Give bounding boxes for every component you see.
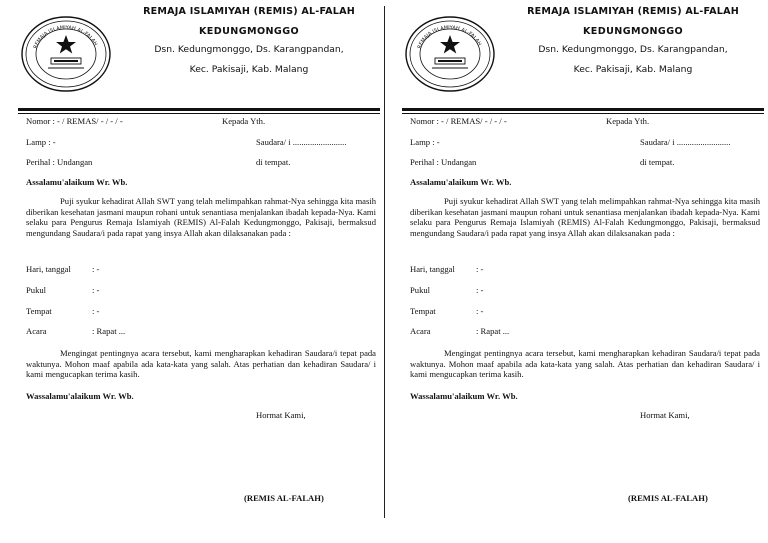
org-name: REMAJA ISLAMIYAH (REMIS) AL-FALAH (143, 6, 355, 17)
salam-closing: Wassalamu'alaikum Wr. Wb. (26, 391, 134, 401)
address-line-2: Kec. Pakisaji, Kab. Malang (573, 64, 693, 75)
svg-text:REMAJA ISLAMIYAH AL-FALAH: REMAJA ISLAMIYAH AL-FALAH (416, 24, 483, 50)
village-name: KEDUNGMONGGO (582, 26, 684, 37)
paragraph-2: Mengingat pentingnya acara tersebut, kami mengharapkan kehadiran Saudara/i tepat pada waktunya. Mohon maaf apabila ada kata-kata yang salah. Atas perhatian dan kehadiran Saudara/ i kami mengucapkan terima kasih. (26, 348, 376, 380)
address-line-1: Dsn. Kedungmonggo, Ds. Karangpandan, (538, 44, 728, 55)
header-rule-thin (18, 113, 380, 114)
header-rule-thin (402, 113, 764, 114)
detail-value: : - (476, 285, 484, 295)
village-name: KEDUNGMONGGO (198, 26, 300, 37)
hormat-kami: Hormat Kami, (256, 410, 306, 420)
salam-opening: Assalamu'alaikum Wr. Wb. (410, 177, 512, 187)
detail-value: : Rapat ... (476, 326, 510, 336)
detail-value: : - (476, 264, 484, 274)
salam-closing: Wassalamu'alaikum Wr. Wb. (410, 391, 518, 401)
address-line-1: Dsn. Kedungmonggo, Ds. Karangpandan, (154, 44, 344, 55)
header-rule-thick (402, 108, 764, 111)
address-line-2: Kec. Pakisaji, Kab. Malang (189, 64, 309, 75)
detail-value: : - (92, 285, 100, 295)
detail-label: Pukul (410, 285, 431, 295)
detail-value: : Rapat ... (92, 326, 126, 336)
detail-label: Tempat (26, 306, 52, 316)
detail-label: Pukul (26, 285, 47, 295)
saudara: Saudara/ i ......................... (256, 137, 347, 147)
detail-label: Acara (26, 326, 47, 336)
detail-label: Tempat (410, 306, 436, 316)
detail-value: : - (476, 306, 484, 316)
org-name: REMAJA ISLAMIYAH (REMIS) AL-FALAH (527, 6, 739, 17)
salam-opening: Assalamu'alaikum Wr. Wb. (26, 177, 128, 187)
lamp: Lamp : - (410, 137, 440, 147)
organization-logo-icon (404, 14, 496, 94)
letter-right (384, 0, 768, 543)
nomor: Nomor : - / REMAS/ - / - / - (410, 116, 507, 126)
detail-label: Hari, tanggal (26, 264, 71, 274)
lamp: Lamp : - (26, 137, 56, 147)
svg-text:REMAJA ISLAMIYAH AL-FALAH: REMAJA ISLAMIYAH AL-FALAH (32, 24, 99, 50)
paragraph-1: Puji syukur kehadirat Allah SWT yang telah melimpahkan rahmat-Nya sehingga kita masih diberikan kesehatan jasmani maupun rohani untuk senantiasa menjalankan ibadah kepada-Nya. Kami selaku para Pengurus Remaja Islamiyah (REMIS) Al-Falah Kedungmonggo, Pakisaji, bermaksud mengundang Saudara/i pada rapat yang insya Allah akan dilaksanakan pada : (410, 196, 760, 238)
signature: (REMIS AL-FALAH) (244, 493, 324, 503)
hormat-kami: Hormat Kami, (640, 410, 690, 420)
nomor: Nomor : - / REMAS/ - / - / - (26, 116, 123, 126)
perihal: Perihal : Undangan (26, 157, 93, 167)
ditempat: di tempat. (256, 157, 291, 167)
paragraph-1: Puji syukur kehadirat Allah SWT yang telah melimpahkan rahmat-Nya sehingga kita masih diberikan kesehatan jasmani maupun rohani untuk senantiasa menjalankan ibadah kepada-Nya. Kami selaku para Pengurus Remaja Islamiyah (REMIS) Al-Falah Kedungmonggo, Pakisaji, bermaksud mengundang Saudara/i pada rapat yang insya Allah akan dilaksanakan pada : (26, 196, 376, 238)
kepada: Kepada Yth. (606, 116, 650, 126)
detail-value: : - (92, 306, 100, 316)
detail-label: Hari, tanggal (410, 264, 455, 274)
perihal: Perihal : Undangan (410, 157, 477, 167)
kepada: Kepada Yth. (222, 116, 266, 126)
header-rule-thick (18, 108, 380, 111)
organization-logo-icon (20, 14, 112, 94)
ditempat: di tempat. (640, 157, 675, 167)
paragraph-2: Mengingat pentingnya acara tersebut, kami mengharapkan kehadiran Saudara/i tepat pada waktunya. Mohon maaf apabila ada kata-kata yang salah. Atas perhatian dan kehadiran Saudara/ i kami mengucapkan terima kasih. (410, 348, 760, 380)
detail-value: : - (92, 264, 100, 274)
signature: (REMIS AL-FALAH) (628, 493, 708, 503)
detail-label: Acara (410, 326, 431, 336)
saudara: Saudara/ i ......................... (640, 137, 731, 147)
